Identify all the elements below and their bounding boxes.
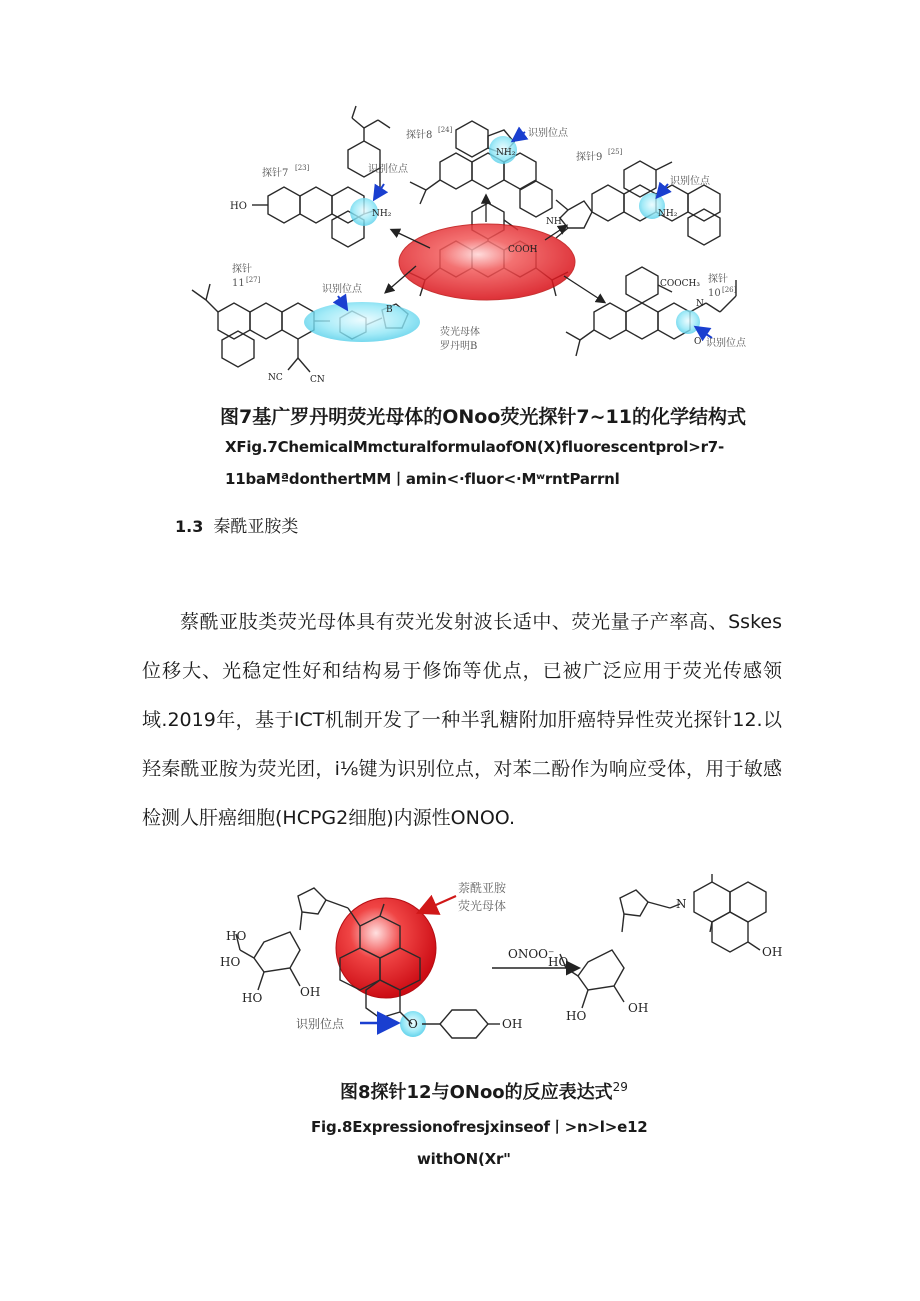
label-nh2-probe7: NH₂ <box>372 209 392 219</box>
red-arrow <box>420 896 456 912</box>
product-structure <box>560 874 766 1008</box>
blue-arrow-probe9 <box>658 184 668 196</box>
label-site-probe8: 识别位点 <box>528 128 568 139</box>
label-probe8-ref: [24] <box>438 126 453 134</box>
label-probe11-ref: [27] <box>246 276 261 284</box>
label-site-probe7: 识别位点 <box>368 164 408 175</box>
label-o-probe10: O <box>694 337 702 347</box>
label-core-line1: 荧光母体 <box>440 327 480 338</box>
label-probe10-num: 10 <box>708 288 721 299</box>
label-cn: CN <box>310 375 325 385</box>
label-cooch3: COOCH₃ <box>660 279 700 289</box>
label-probe9: 探针9 <box>576 152 603 163</box>
label-site-probe10: 识别位点 <box>706 338 746 349</box>
figure-8-caption-en-line1: Fig.8Expressionofresjxinseof丨>n>l>e12 <box>311 1118 648 1136</box>
label-core-line2-fig8: 荧光母体 <box>458 899 507 913</box>
section-heading <box>175 512 308 537</box>
label-ho-left-2: HO <box>220 955 241 969</box>
label-site-fig8: 识别位点 <box>296 1017 345 1031</box>
label-b-probe11: B <box>386 305 393 315</box>
label-probe11-num: 11 <box>232 278 245 289</box>
figure-8-caption-en-line2: withON(Xr" <box>417 1150 511 1168</box>
cyan-highlight-probe10 <box>676 310 700 334</box>
label-site-probe9: 识别位点 <box>670 176 710 187</box>
figure-7-caption-zh: 图7基广罗丹明荧光母体的ONoo荧光探针7~11的化学结构式 <box>220 406 746 428</box>
figure-8-diagram <box>0 868 920 1068</box>
label-ho-left-3: HO <box>242 991 263 1005</box>
label-ho-right-2: HO <box>566 1009 587 1023</box>
label-n-right: N <box>676 897 687 911</box>
label-probe11: 探针 <box>232 264 252 275</box>
body-paragraph <box>142 598 782 843</box>
label-probe9-ref: [25] <box>608 148 623 156</box>
probe-9-structure <box>556 161 720 245</box>
label-ho-probe7: HO <box>230 201 247 212</box>
arrow-to-probe10 <box>564 276 604 302</box>
label-ho-right-1: HO <box>548 955 569 969</box>
label-n-probe10: N <box>696 299 704 309</box>
label-nc: NC <box>268 373 283 383</box>
label-site-probe11: 识别位点 <box>322 284 362 295</box>
label-oh-right-2: OH <box>762 945 783 959</box>
label-nh2-probe8: NH₂ <box>496 148 516 158</box>
figure-8-caption-ref: 29 <box>612 1080 628 1094</box>
label-probe10: 探针 <box>708 274 728 285</box>
section-title: 秦酰亚胺类 <box>213 517 299 537</box>
label-probe7-ref: [23] <box>295 164 310 172</box>
figure-7-caption-en-line2: 11baMªdonthertMM丨amin<·fluor<·MʷrntParrnl <box>225 470 620 488</box>
label-cooh: COOH <box>508 245 538 255</box>
label-nh2-probe9: NH₂ <box>658 209 678 219</box>
label-core-line2: 罗丹明B <box>440 341 478 352</box>
red-highlight-ellipse <box>399 224 575 300</box>
figure-8-caption-zh-text: 图8探针12与ONoo的反应表达式 <box>340 1082 613 1103</box>
label-oh-right-1: OH <box>628 1001 649 1015</box>
label-oh-phenol: OH <box>502 1017 523 1031</box>
label-oh-left: OH <box>300 985 321 999</box>
label-ho-left-1: HO <box>226 929 247 943</box>
section-number: 1.3 <box>175 517 204 536</box>
label-probe7: 探针7 <box>262 168 289 179</box>
label-nh-probe8: NH <box>546 217 562 227</box>
label-probe8: 探针8 <box>406 130 433 141</box>
label-reagent: ONOO⁻ <box>508 947 555 961</box>
label-o-left: O <box>408 1017 418 1031</box>
label-core-line1-fig8: 萘酰亚胺 <box>458 881 507 895</box>
label-probe10-ref: [26] <box>722 286 737 294</box>
figure-7-caption-en-line1: XFig.7ChemicalMmcturalformulaofON(X)fluorescentprol>r7- <box>225 438 725 456</box>
cyan-highlight-probe11 <box>304 302 420 342</box>
figure-7-diagram <box>0 100 920 390</box>
paragraph-text: 蔡酰亚肢类荧光母体具有荧光发射波长适中、荧光量子产率高、Sskes位移大、光稳定性好和结构易于修饰等优点，已被广泛应用于荧光传感领域.2019年，基于ICT机制开发了一种半乳糖附加肝癌特异性荧光探针12.以羟秦酰亚胺为荧光团，i⅛键为识别位点，对苯二酚作为响应受体，用于敏感检测人肝癌细胞(HCPG2细胞)内源性ONOO. <box>142 611 782 829</box>
figure-8-caption-zh <box>340 1078 628 1104</box>
